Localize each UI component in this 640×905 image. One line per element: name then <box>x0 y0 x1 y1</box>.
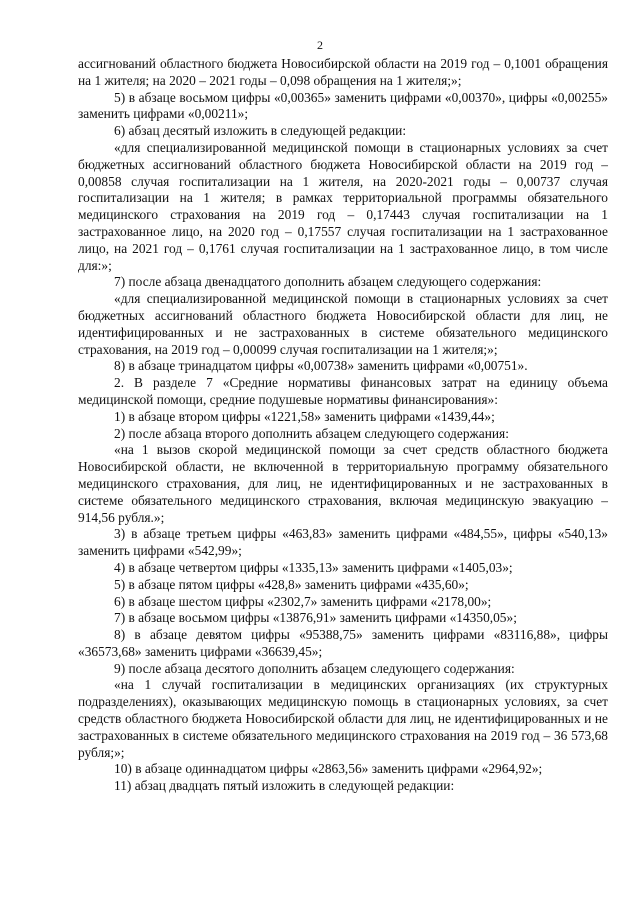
paragraph: 5) в абзаце пятом цифры «428,8» заменить цифрами «435,60»; <box>114 576 469 592</box>
paragraph: 4) в абзаце четвертом цифры «1335,13» заменить цифрами «1405,03»; <box>114 559 513 575</box>
paragraph: ассигнований областного бюджета Новосибирской области на 2019 год – 0,1001 обращения на 1 жителя; на 2020 – 2021 годы – 0,098 обращения на 1 жителя;»; <box>78 56 608 88</box>
paragraph: 7) после абзаца двенадцатого дополнить абзацем следующего содержания: <box>114 274 542 290</box>
page-number: 2 <box>317 38 323 52</box>
paragraph: 7) в абзаце восьмом цифры «13876,91» заменить цифрами «14350,05»; <box>114 610 517 626</box>
paragraph: 10) в абзаце одиннадцатом цифры «2863,56» заменить цифрами «2964,92»; <box>114 761 543 777</box>
paragraph: 5) в абзаце восьмом цифры «0,00365» заменить цифрами «0,00370», цифры «0,00255» заменить цифрами «0,00211»; <box>78 89 608 122</box>
paragraph: «для специализированной медицинской помощи в стационарных условиях за счет бюджетных ассигнований областного бюджета Новосибирской области для лиц, не идентифицированных и не застрахованных в системе обязательного медицинского страхования, на 2019 год – 0,00099 случая госпитализации на 1 жителя;»; <box>78 291 608 357</box>
paragraph: «на 1 вызов скорой медицинской помощи за счет средств областного бюджета Новосибирской области, не включенной в территориальную программу обязательного медицинского страхования, для лиц, не идентифицированных и не застрахованных в системе обязательного медицинского страхования, включая медицинскую эвакуацию – 914,56 рубля.»; <box>78 442 608 525</box>
paragraph: 1) в абзаце втором цифры «1221,58» заменить цифрами «1439,44»; <box>114 408 495 424</box>
paragraph: 3) в абзаце третьем цифры «463,83» заменить цифрами «484,55», цифры «540,13» заменить цифрами «542,99»; <box>78 526 608 559</box>
paragraph: «для специализированной медицинской помощи в стационарных условиях за счет бюджетных ассигнований областного бюджета Новосибирской области на 2019 год – 0,00858 случая госпитализации на 1 жителя, на 2020-2021 годы – 0,00737 случая госпитализации на 1 жителя; в рамках территориальной программы обязательного медицинского страхования на 2019 год – 0,17443 случая госпитализации на 1 застрахованное лицо, на 2020 год – 0,17557 случая госпитализации на 1 застрахованное лицо, на 2021 год – 0,1761 случая госпитализации на 1 застрахованное лицо, в том числе для:»; <box>78 139 608 273</box>
paragraph: 8) в абзаце тринадцатом цифры «0,00738» заменить цифрами «0,00751». <box>114 358 528 374</box>
paragraph: 6) абзац десятый изложить в следующей редакции: <box>114 123 407 139</box>
paragraph: 2) после абзаца второго дополнить абзацем следующего содержания: <box>114 425 509 441</box>
paragraph: 8) в абзаце девятом цифры «95388,75» заменить цифрами «83116,88», цифры «36573,68» заменить цифрами «36639,45»; <box>78 627 608 659</box>
paragraph: 11) абзац двадцать пятый изложить в следующей редакции: <box>114 778 455 794</box>
paragraph: «на 1 случай госпитализации в медицинских организациях (их структурных подразделениях), оказывающих медицинскую помощь в стационарных условиях, за счет средств областного бюджета Новосибирской области для лиц, не идентифицированных и не застрахованных в системе обязательного медицинского страхования на 2019 год – 36 573,68 рубля;»; <box>78 677 608 760</box>
paragraph: 9) после абзаца десятого дополнить абзацем следующего содержания: <box>114 660 515 676</box>
paragraph: 2. В разделе 7 «Средние нормативы финансовых затрат на единицу объема медицинской помощи, средние подушевые нормативы финансирования»: <box>78 375 608 407</box>
paragraph: 6) в абзаце шестом цифры «2302,7» заменить цифрами «2178,00»; <box>114 593 492 609</box>
document-body <box>78 56 608 795</box>
